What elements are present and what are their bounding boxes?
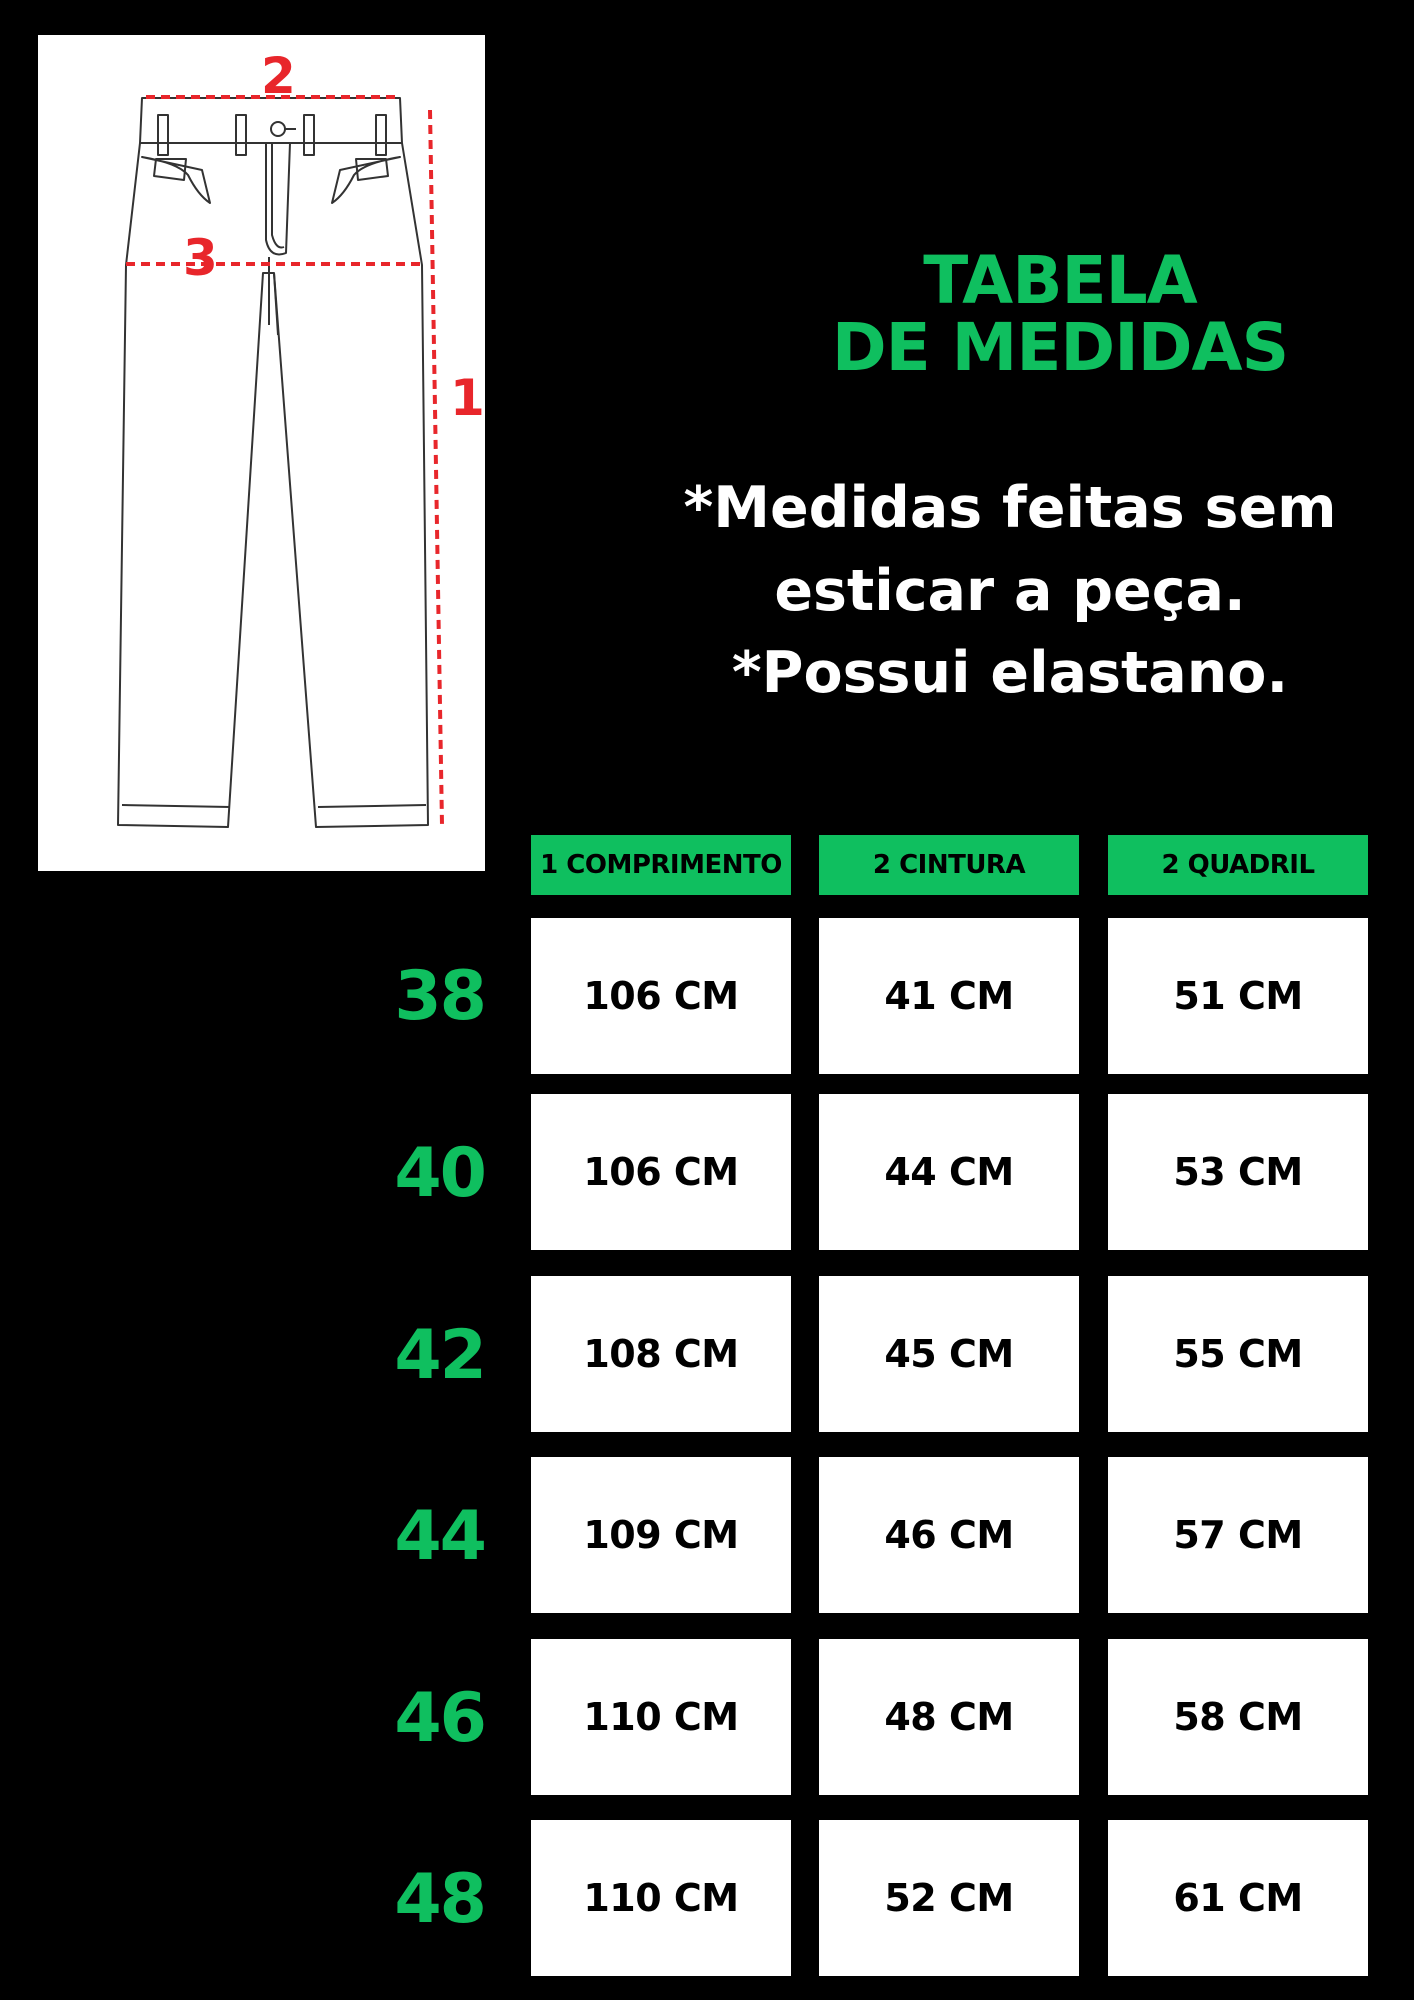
pants-outline-icon — [38, 35, 485, 871]
cell-quadril: 53 CM — [1108, 1094, 1368, 1250]
cell-comprimento: 106 CM — [531, 918, 791, 1074]
header-quadril: 2 QUADRIL — [1108, 835, 1368, 895]
size-label: 42 — [394, 1316, 485, 1395]
header-cintura: 2 CINTURA — [819, 835, 1079, 895]
waist-measure-label: 2 — [261, 47, 296, 105]
cell-cintura: 45 CM — [819, 1276, 1079, 1432]
cell-comprimento: 106 CM — [531, 1094, 791, 1250]
cell-quadril: 51 CM — [1108, 918, 1368, 1074]
note-line-1: *Medidas feitas sem — [683, 475, 1337, 541]
cell-comprimento: 110 CM — [531, 1820, 791, 1976]
cell-cintura: 41 CM — [819, 918, 1079, 1074]
cell-comprimento: 108 CM — [531, 1276, 791, 1432]
size-label: 40 — [394, 1134, 485, 1213]
size-label: 48 — [394, 1860, 485, 1939]
pants-diagram — [38, 35, 485, 871]
cell-cintura: 44 CM — [819, 1094, 1079, 1250]
hip-measure-label: 3 — [183, 229, 218, 287]
title-line-1: TABELA — [923, 242, 1197, 319]
cell-cintura: 46 CM — [819, 1457, 1079, 1613]
size-label: 46 — [394, 1679, 485, 1758]
note-line-2: esticar a peça. — [774, 558, 1246, 624]
cell-comprimento: 110 CM — [531, 1639, 791, 1795]
cell-comprimento: 109 CM — [531, 1457, 791, 1613]
cell-quadril: 58 CM — [1108, 1639, 1368, 1795]
cell-quadril: 57 CM — [1108, 1457, 1368, 1613]
cell-cintura: 48 CM — [819, 1639, 1079, 1795]
size-label: 38 — [394, 957, 485, 1036]
length-measure-label: 1 — [450, 369, 485, 427]
note-line-3: *Possui elastano. — [731, 640, 1289, 706]
cell-quadril: 55 CM — [1108, 1276, 1368, 1432]
header-comprimento: 1 COMPRIMENTO — [531, 835, 791, 895]
cell-cintura: 52 CM — [819, 1820, 1079, 1976]
title-line-2: DE MEDIDAS — [831, 309, 1289, 386]
size-label: 44 — [394, 1497, 485, 1576]
cell-quadril: 61 CM — [1108, 1820, 1368, 1976]
